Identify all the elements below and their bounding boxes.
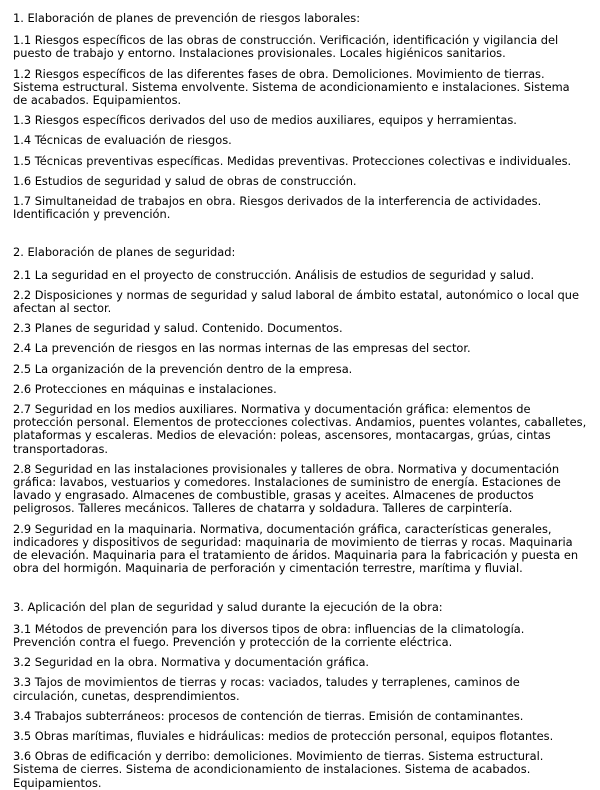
section-1-item: 1.5 Técnicas preventivas específicas. Medidas preventivas. Protecciones colectivas e individuales. xyxy=(13,153,572,168)
section-3-item: 3.4 Trabajos subterráneos: procesos de contención de tierras. Emisión de contaminantes. xyxy=(13,708,524,723)
section-2-item: 2.6 Protecciones en máquinas e instalaciones. xyxy=(13,381,277,396)
section-3-item: 3.5 Obras marítimas, fluviales e hidráulicas: medios de protección personal, equipos flotantes. xyxy=(13,728,554,743)
section-2-item: 2.5 La organización de la prevención dentro de la empresa. xyxy=(13,361,353,376)
section-2-item: 2.4 La prevención de riesgos en las normas internas de las empresas del sector. xyxy=(13,341,471,356)
section-1-item: 1.1 Riesgos específicos de las obras de construcción. Verificación, identificación y vigilancia del puesto de trabajo y entorno. Instalaciones provisionales. Locales higiénicos sanitarios. xyxy=(13,33,559,61)
section-3-item: 3.6 Obras de edificación y derribo: demoliciones. Movimiento de tierras. Sistema estructural. Sistema de cierres. Sistema de acondicionamiento de instalaciones. Sistema de acabados. Equipamientos. xyxy=(13,749,544,790)
section-3-item: 3.2 Seguridad en la obra. Normativa y documentación gráfica. xyxy=(13,655,370,670)
section-1-item: 1.4 Técnicas de evaluación de riesgos. xyxy=(13,133,232,148)
section-spacer xyxy=(13,583,587,601)
section-2-item: 2.3 Planes de seguridad y salud. Contenido. Documentos. xyxy=(13,321,343,336)
section-3-item: 3.1 Métodos de prevención para los diversos tipos de obra: influencias de la climatología. Prevención contra el fuego. Prevención y protección de la corriente eléctrica. xyxy=(13,621,525,649)
section-2-item: 2.7 Seguridad en los medios auxiliares. Normativa y documentación gráfica: elementos de protección personal. Elementos de protecciones colectivas. Andamios, puentes volantes, caballetes, plataformas y escaleras. Medios de elevación: poleas, ascensores, montacargas, grúas, cintas transportadoras. xyxy=(13,402,587,456)
section-2-item: 2.9 Seguridad en la maquinaria. Normativa, documentación gráfica, características generales, indicadores y dispositivos de seguridad: maquinaria de movimiento de tierras y rocas. Maquinaria de elevación. Maquinaria para el tratamiento de áridos. Maquinaria para la fabricación y puesta en obra del hormigón. Maquinaria de perforación y cimentación terrestre, marítima y fluvial. xyxy=(13,521,579,576)
section-2-item: 2.2 Disposiciones y normas de seguridad y salud laboral de ámbito estatal, autonómico o local que afectan al sector. xyxy=(13,287,579,316)
section-1-item: 1.6 Estudios de seguridad y salud de obras de construcción. xyxy=(13,173,357,188)
section-1-item: 1.3 Riesgos específicos derivados del uso de medios auxiliares, equipos y herramientas. xyxy=(13,113,517,128)
section-1-item: 1.7 Simultaneidad de trabajos en obra. Riesgos derivados de la interferencia de actividades. Identificación y prevención. xyxy=(13,194,542,222)
section-2-title: 2. Elaboración de planes de seguridad: xyxy=(13,245,236,260)
section-1-title: 1. Elaboración de planes de prevención de riesgos laborales: xyxy=(13,11,361,25)
section-3-item: 3.3 Tajos de movimientos de tierras y rocas: vaciados, taludes y terraplenes, caminos de circulación, cunetas, desprendimientos. xyxy=(13,675,520,703)
section-3-title: 3. Aplicación del plan de seguridad y salud durante la ejecución de la obra: xyxy=(13,599,443,614)
section-1-item: 1.2 Riesgos específicos de las diferentes fases de obra. Demoliciones. Movimiento de tierras. Sistema estructural. Sistema envolvente. Sistema de acondicionamiento e instalaciones. Sistema de acabados. Equipamientos. xyxy=(13,66,570,108)
section-2-item: 2.8 Seguridad en las instalaciones provisionales y talleres de obra. Normativa y documentación gráfica: lavabos, vestuarios y comedores. Instalaciones de suministro de energía. Estaciones de lavado y engrasado. Almacenes de combustible, grasas y aceites. Almacenes de productos peligrosos. Talleres mecánicos. Talleres de chatarra y soldadura. Talleres de carpintería. xyxy=(13,461,561,516)
section-spacer xyxy=(13,228,587,246)
section-2-item: 2.1 La seguridad en el proyecto de construcción. Análisis de estudios de seguridad y salud. xyxy=(13,267,535,282)
